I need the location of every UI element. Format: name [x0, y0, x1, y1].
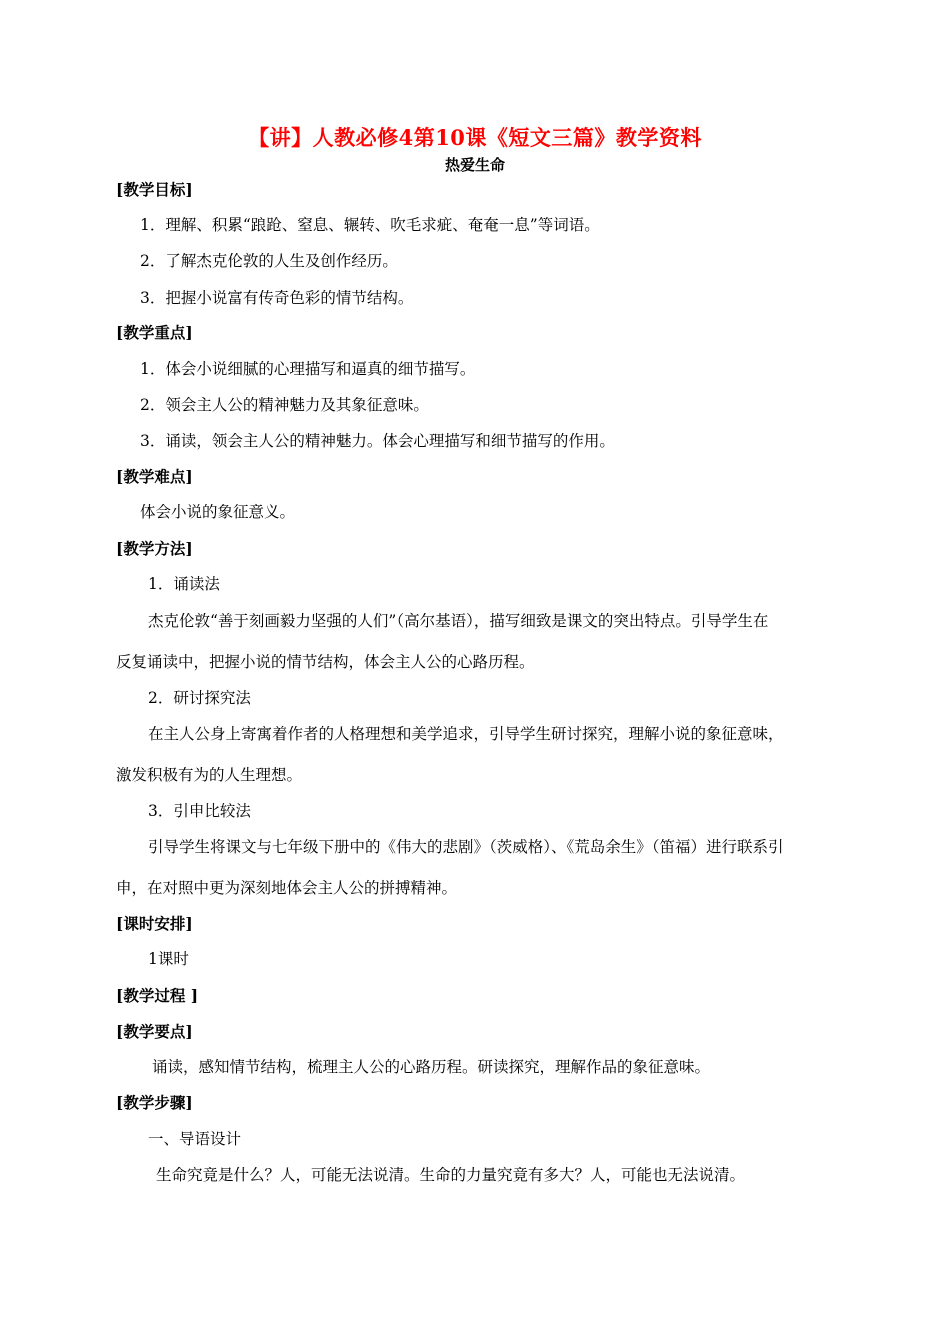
key-point-item: 2．领会主人公的精神魅力及其象征意味。: [140, 396, 429, 414]
goal-item: 1．理解、积累“踉跄、窒息、辗转、吹毛求疵、奄奄一息”等词语。: [140, 216, 600, 234]
paragraph-line: 生命究竟是什么？人，可能无法说清。生命的力量究竟有多大？人，可能也无法说清。: [156, 1166, 746, 1184]
section-heading-process: [教学过程 ]: [116, 986, 199, 1005]
document-title: 【讲】人教必修4第10课《短文三篇》教学资料: [248, 125, 702, 150]
section-heading-main-points: [教学要点]: [116, 1022, 193, 1041]
section-heading-steps: [教学步骤]: [116, 1093, 193, 1112]
paragraph-line: 反复诵读中，把握小说的情节结构，体会主人公的心路历程。: [116, 653, 535, 671]
step-title: 一、导语设计: [148, 1130, 242, 1148]
paragraph-line: 申，在对照中更为深刻地体会主人公的拼搏精神。: [116, 879, 458, 897]
method-title: 2．研讨探究法: [148, 689, 251, 707]
section-heading-key-points: [教学重点]: [116, 323, 193, 342]
main-points-text: 诵读，感知情节结构，梳理主人公的心路历程。研读探究，理解作品的象征意味。: [152, 1058, 711, 1076]
method-title: 3．引申比较法: [148, 802, 251, 820]
paragraph-line: 引导学生将课文与七年级下册中的《伟大的悲剧》（茨威格）、《荒岛余生》（笛福）进行联系引: [148, 838, 784, 856]
goal-item: 2．了解杰克伦敦的人生及创作经历。: [140, 252, 398, 270]
schedule-text: 1课时: [148, 950, 189, 968]
key-point-item: 3．诵读，领会主人公的精神魅力。体会心理描写和细节描写的作用。: [140, 432, 615, 450]
paragraph-line: 在主人公身上寄寓着作者的人格理想和美学追求，引导学生研讨探究，理解小说的象征意味，: [148, 725, 784, 743]
method-title: 1．诵读法: [148, 575, 220, 593]
paragraph-line: 激发积极有为的人生理想。: [116, 766, 303, 784]
paragraph-line: 杰克伦敦“善于刻画毅力坚强的人们”（高尔基语），描写细致是课文的突出特点。引导学生在: [148, 612, 769, 630]
section-heading-goals: [教学目标]: [116, 180, 193, 199]
key-point-item: 1．体会小说细腻的心理描写和逼真的细节描写。: [140, 360, 476, 378]
goal-item: 3．把握小说富有传奇色彩的情节结构。: [140, 289, 414, 307]
difficulty-text: 体会小说的象征意义。: [140, 503, 296, 521]
section-heading-methods: [教学方法]: [116, 539, 193, 558]
section-heading-schedule: [课时安排]: [116, 914, 193, 933]
document-subtitle: 热爱生命: [444, 156, 505, 174]
section-heading-difficulties: [教学难点]: [116, 467, 193, 486]
